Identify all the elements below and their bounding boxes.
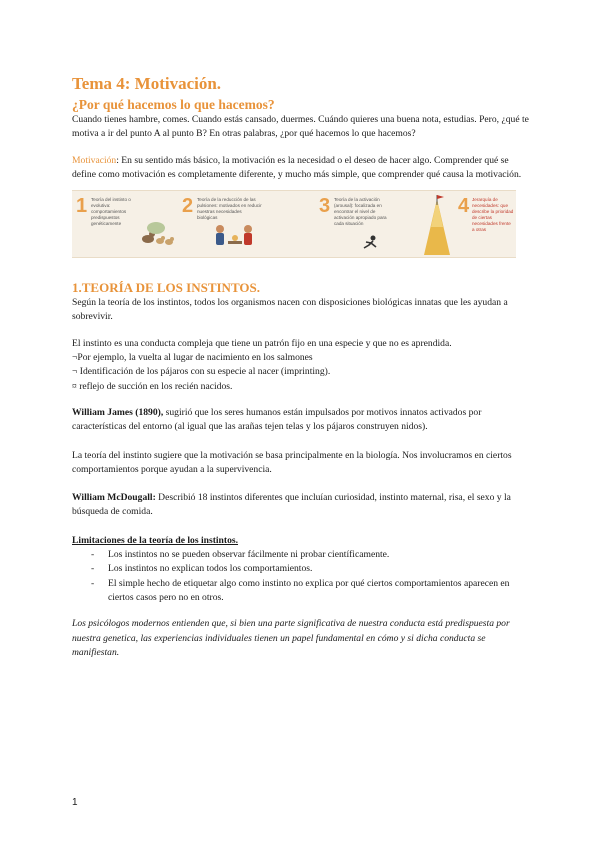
motivation-text: : En su sentido más básico, la motivación es la necesidad o el deseo de hacer algo. Comprender qué se define como motivación es completamente diferente, y mucho más simple, que comprender qué causa la motivación. (72, 154, 522, 180)
step-text: Teoría de la reducción de las pulsiones: motivados en reducir nuestras necesidades biológicas (197, 197, 262, 221)
instinct-definition: El instinto es una conducta compleja que tiene un patrón fijo en una especie y que no es aprendida. (72, 337, 452, 349)
motivation-theories-infographic (72, 190, 516, 258)
closing-paragraph: Los psicólogos modernos entienden que, si bien una parte significativa de nuestra conducta está predispuesta por nuestra genetica, las experiencias individuales tienen un papel fundamental en cómo y si dicha conducta se manifiestan. (72, 618, 510, 658)
intro-paragraph: Cuando tienes hambre, comes. Cuando estás cansado, duermes. Cuándo quieres una buena nota, estudias. Pero, ¿qué te motiva a ir del punto A al punto B? En otras palabras, ¿por qué hacemos lo que hacemos? (72, 114, 529, 140)
author-text: Describió 18 instintos diferentes que incluían curiosidad, instinto maternal, risa, el sexo y la búsqueda de comida. (72, 492, 511, 518)
runner-illustration-icon (359, 235, 383, 249)
motivation-definition (72, 154, 532, 183)
limitations-list (72, 548, 532, 605)
example-bullet: ¬ Identificación de los pájaros con su especie al nacer (imprinting). (72, 366, 331, 378)
pyramid-mountain-illustration-icon (420, 193, 454, 255)
page-title: Tema 4: Motivación. (72, 74, 222, 93)
infographic-step-4 (420, 191, 516, 257)
author-name: William McDougall: (72, 492, 156, 504)
step-text: Jerarquía de necesidades: que describe la prioridad de ciertas necesidades frente a otras (472, 197, 514, 233)
infographic-step-1 (76, 191, 181, 257)
people-eating-illustration-icon (208, 221, 264, 253)
document-page (72, 74, 532, 660)
step-text: Teoría de la activación (arousal): focalizada en encontrar el nivel de activación apropiado para cada situación (334, 197, 387, 227)
step-number: 2 (182, 195, 194, 218)
motivation-term: Motivación (72, 154, 117, 166)
page-number: 1 (72, 797, 78, 808)
ducks-illustration-icon (140, 213, 178, 247)
infographic-step-2 (182, 191, 277, 257)
section-paragraph: Según la teoría de los instintos, todos los organismos nacen con disposiciones biológicas innatas que les ayudan a sobrevivir. (72, 297, 508, 323)
example-bullet: ¤ reflejo de succión en los recién nacidos. (72, 380, 233, 392)
infographic-step-3 (319, 191, 419, 257)
james-paragraph (72, 406, 532, 435)
example-bullet: ¬Por ejemplo, la vuelta al lugar de nacimiento en los salmones (72, 352, 313, 364)
mcdougall-paragraph (72, 491, 532, 520)
author-text: sugirió que los seres humanos están impulsados por motivos innatos activados por características del entorno (al igual que las arañas tejen telas y los pájaros construyen nidos). (72, 406, 482, 433)
limitations-heading: Limitaciones de la teoría de los instintos. (72, 534, 239, 546)
biology-paragraph: La teoría del instinto sugiere que la motivación se basa principalmente en la biología. Nos involucramos en ciertos comportamientos porque ayudan a la supervivencia. (72, 449, 512, 475)
step-number: 4 (458, 195, 470, 218)
step-text: Teoría del instinto o evolutiva: comportamientos predispuestos genéticamente (91, 197, 131, 227)
list-item: - El simple hecho de etiquetar algo como instinto no explica por qué ciertos comportamientos aparecen en ciertos casos pero no en otros. (91, 577, 532, 606)
author-name: William James (1890), (72, 406, 164, 418)
list-item: - Los instintos no se pueden observar fácilmente ni probar científicamente. (91, 548, 532, 562)
section-heading: 1.TEORÍA DE LOS INSTINTOS. (72, 280, 260, 296)
page-subtitle: ¿Por qué hacemos lo que hacemos? (72, 97, 275, 112)
list-item: - Los instintos no explican todos los comportamientos. (91, 562, 532, 576)
step-number: 1 (76, 195, 88, 218)
step-number: 3 (319, 195, 331, 218)
